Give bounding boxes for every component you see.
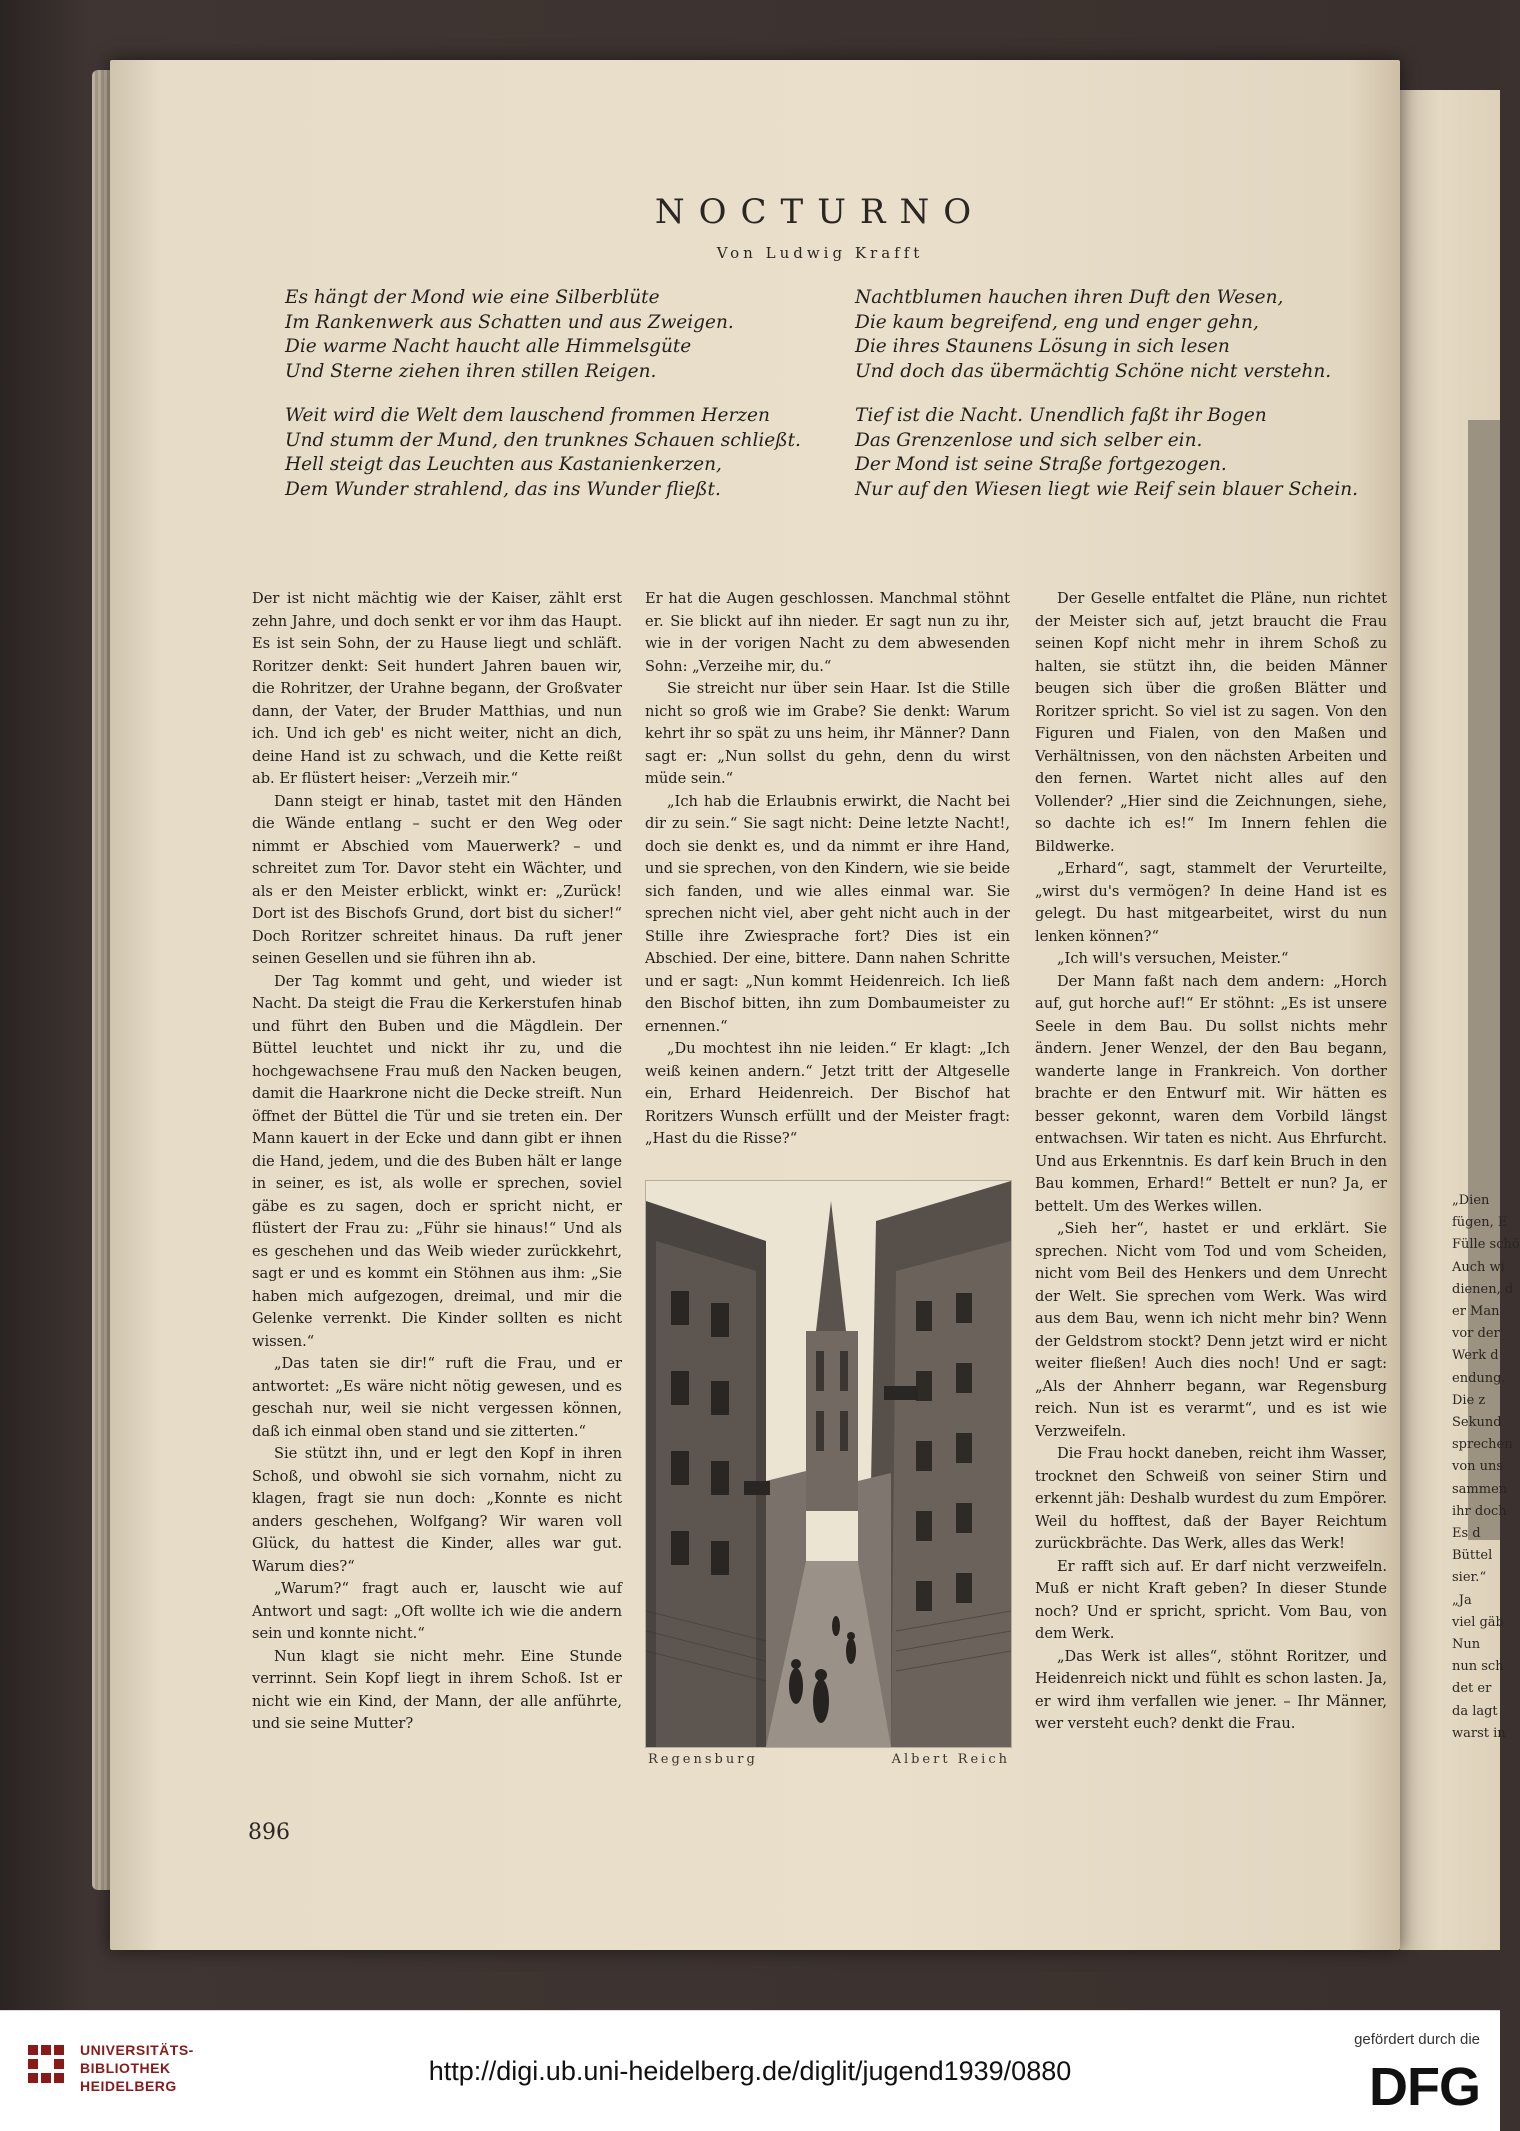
paragraph: Sie stützt ihn, und er legt den Kopf in ihren Schoß, und obwohl sie sich vornahm, nicht zu klagen, fragt sie nun doch: „Konnte es nicht anders geschehen, Wolfgang? Wir waren voll Glück, du hattest die Kinder, alles war gut. Warum dies?“ [252, 1445, 622, 1575]
document-url-link[interactable]: http://digi.ub.uni-heidelberg.de/diglit/jugend1939/0880 [428, 2056, 1072, 2086]
paragraph: Dann steigt er hinab, tastet mit den Händen die Wände entlang – sucht er den Weg oder nimmt er Abschied vom Mauerwerk? – und schreitet zum Tor. Davor steht ein Wächter, und als er den Meister erblickt, winkt er: „Zurück! Dort ist des Bischofs Grund, dort bist du sicher!“ Doch Roritzer schreitet hinaus. Da ruft jener seinen Gesellen und sie führen ihn ab. [252, 792, 622, 967]
paragraph: „Das taten sie dir!“ ruft die Frau, und er antwortet: „Es wäre nicht nötig gewesen, und es geschah nur, weil sie nicht vergessen können, daß ich einmal oben stand und sie zitterten.“ [252, 1355, 622, 1440]
paragraph: Die Frau hockt daneben, reicht ihm Wasser, trocknet den Schweiß von seiner Stirn und erkennt jäh: Deshalb wurdest du zum Empörer. Weil du hofftest, daß der Bayer Reichtum zurückbrächte. Das Werk, alles das Werk! [1035, 1445, 1387, 1552]
paragraph: „Ich will's versuchen, Meister.“ [1057, 950, 1289, 967]
paragraph: Der ist nicht mächtig wie der Kaiser, zählt erst zehn Jahre, und doch senkt er vor ihm das Haupt. Es ist sein Sohn, der zu Hause liegt und schläft. Roritzer denkt: Seit hundert Jahren bauen wir, die Rohritzer, der Urahne begann, der Großvater dann, der Vater, der Bruder Matthias, und nun ich. Und ich geb' es nicht weiter, nicht an dich, deine Hand ist zu schwach, und die Kette reißt ab. Er flüstert heiser: „Verzeih mir.“ [252, 590, 622, 787]
illustration-caption-place: Regensburg [648, 1752, 758, 1767]
paragraph: „Sieh her“, hastet er und erklärt. Sie sprechen. Nicht vom Tod und vom Scheiden, nicht vom Beil des Henkers und dem Unrecht der Welt. Sie sprechen vom Werk. Was wird aus dem Bau, wenn ich nicht mehr bin? Wenn der Geldstrom stockt? Denn jetzt wird er nicht weiter fließen! Auch dies noch! Und er sagt: „Als der Ahnherr begann, war Regensburg reich. Nun ist es verarmt“, und es ist wie Verzweifeln. [1035, 1220, 1387, 1440]
text-column-3 [1035, 588, 1387, 1736]
paragraph: „Ich hab die Erlaubnis erwirkt, die Nacht bei dir zu sein.“ Sie sagt nicht: Deine letzte Nacht!, doch sie denkt es, und da nimmt er ihre Hand, und sie sprechen, von den Kindern, wie sie beide sich fanden, und wie alles einmal war. Sie sprechen nicht viel, aber geht nicht auch in der Stille ihre Zwiesprache fort? Dies ist ein Abschied. Der eine, bittere. Dann nahen Schritte und er sagt: „Nun kommt Heidenreich. Ich ließ den Bischof bitten, ihn zum Dombaumeister zu ernennen.“ [645, 792, 1010, 1035]
paragraph: Er rafft sich auf. Er darf nicht verzweifeln. Muß er nicht Kraft geben? In dieser Stunde noch? Und er spricht, spricht. Vom Bau, von dem Werk. [1035, 1557, 1387, 1642]
paragraph: Der Tag kommt und geht, und wieder ist Nacht. Da steigt die Frau die Kerkerstufen hinab und führt den Buben und die Mägdlein. Der Büttel leuchtet und nickt ihr zu, und die hochgewachsene Frau muß den Nacken beugen, damit die Haarkrone nicht die Decke streift. Nun öffnet der Büttel die Tür und sie treten ein. Der Mann kauert in der Ecke und dann gibt er ihnen die Hand, jedem, und die des Buben hält er lange in seiner, es ist, als wolle er sprechen, soviel gäbe es zu sagen, doch er spricht nicht, er flüstert der Frau zu: „Führ sie hinaus!“ Und als es geschehen und das Weib wieder zurückkehrt, sagt er und es kommt ein Stöhnen aus ihm: „Sie haben mich aufgezogen, dreimal, und mir die Gelenke verrenkt. Die Kinder sollten es nicht wissen.“ [252, 972, 622, 1350]
street-drawing [646, 1181, 1011, 1747]
funded-by-label: gefördert durch die [1354, 2031, 1480, 2048]
paragraph: „Das Werk ist alles“, stöhnt Roritzer, und Heidenreich nickt und fühlt es schon lasten. Ja, er wird ihm verfallen wie jener. – Ihr Männer, wer versteht euch? denkt die Frau. [1035, 1647, 1387, 1732]
poem-stanza-2: Weit wird die Welt dem lauschend frommen Herzen Und stumm der Mund, den trunknes Schauen schließt. Hell steigt das Leuchten aus Kastanienkerzen, Dem Wunder strahlend, das ins Wunder fließt. [285, 405, 801, 500]
article-byline: Von Ludwig Krafft [716, 244, 924, 262]
paragraph: Sie streicht nur über sein Haar. Ist die Stille nicht so groß wie im Grabe? Sie denkt: Warum kehrt ihr so spät zu uns heim, ihr Männer? Dann sagt er: „Nun sollst du gehn, denn du wirst müde sein.“ [645, 680, 1010, 787]
next-page-text-fragments: „Dien fügen, E Fülle schö Auch wi dienen, d er Man vor der Werk d endung. Die z Sekund sprechen von uns sammen ihr doch Es d Büttel sier.“ „Ja viel gäb Nun nun sch det er da lagt warst in [1452, 1193, 1520, 1741]
text-column-2 [645, 588, 1010, 1151]
library-name: UNIVERSITÄTS- BIBLIOTHEK HEIDELBERG [80, 2042, 194, 2094]
regensburg-street-illustration [645, 1180, 1012, 1748]
paragraph: Der Geselle entfaltet die Pläne, nun richtet der Meister sich auf, jetzt braucht die Frau seinen Kopf nicht mehr in ihrem Schoß zu halten, sie stützt ihn, die beiden Männer beugen sich über die großen Blätter und Roritzer spricht. So viel ist zu sagen. Von den Figuren und Fialen, von den Maßen und Verhältnissen, von den nächsten Arbeiten und den fernen. Wartet nicht alles auf den Vollender? „Hier sind die Zeichnungen, siehe, so dachte ich es!“ Im Innern fehlen die Bildwerke. [1035, 590, 1387, 855]
viewer-footer [0, 2010, 1500, 2131]
paragraph: Er hat die Augen geschlossen. Manchmal stöhnt er. Sie blickt auf ihn nieder. Er sagt nun zu ihr, wie in der vorigen Nacht zu dem abwesenden Sohn: „Verzeihe mir, du.“ [645, 590, 1010, 675]
dfg-logo: DFG [1369, 2057, 1480, 2117]
library-logo-icon [24, 2041, 68, 2091]
page-number: 896 [248, 1820, 290, 1845]
paragraph: „Du mochtest ihn nie leiden.“ Er klagt: „Ich weiß keinen andern.“ Jetzt tritt der Altgeselle ein, Erhard Heidenreich. Der Bischof hat Roritzers Wunsch erfüllt und der Meister fragt: „Hast du die Risse?“ [645, 1040, 1010, 1147]
article-title: NOCTURNO [654, 192, 986, 232]
paragraph: Nun klagt sie nicht mehr. Eine Stunde verrinnt. Sein Kopf liegt in ihrem Schoß. Ist er nicht wie ein Kind, der Mann, der alle anführte, und sie seine Mutter? [252, 1647, 622, 1732]
paragraph: „Warum?“ fragt auch er, lauscht wie auf Antwort und sagt: „Oft wollte ich wie die andern sein und konnte nicht.“ [252, 1580, 622, 1642]
paragraph: Der Mann faßt nach dem andern: „Horch auf, gut horche auf!“ Er stöhnt: „Es ist unsere Seele in dem Bau. Du sollst nichts mehr ändern. Jener Wenzel, der den Bau begann, wanderte lange in Frankreich. Von dorther brachte er den Entwurf mit. Wir hätten es besser gekonnt, waren dem Vorbild längst entwachsen. Wir taten es nicht. Aus Ehrfurcht. Und aus Erkenntnis. Es darf kein Bruch in den Bau kommen, Erhard!“ Bettelt er nun? Ja, er bettelt. Um des Werkes willen. [1035, 972, 1387, 1215]
paragraph: „Erhard“, sagt, stammelt der Verurteilte, „wirst du's vermögen? In deine Hand ist es gelegt. Du hast mitgearbeitet, wirst du nun lenken können?“ [1035, 860, 1387, 945]
illustration-caption-artist: Albert Reich [891, 1752, 1010, 1767]
poem-stanza-1: Es hängt der Mond wie eine Silberblüte Im Rankenwerk aus Schatten und aus Zweigen. Die warme Nacht haucht alle Himmelsgüte Und Sterne ziehen ihren stillen Reigen. [285, 287, 734, 382]
poem-stanza-4: Tief ist die Nacht. Unendlich faßt ihr Bogen Das Grenzenlose und sich selber ein. Der Mond ist seine Straße fortgezogen. Nur auf den Wiesen liegt wie Reif sein blauer Schein. [855, 405, 1359, 500]
text-column-1 [252, 588, 622, 1736]
poem-stanza-3: Nachtblumen hauchen ihren Duft den Wesen, Die kaum begreifend, eng und enger gehn, Die ihres Staunens Lösung in sich lesen Und doch das übermächtig Schöne nicht verstehn. [855, 287, 1332, 382]
